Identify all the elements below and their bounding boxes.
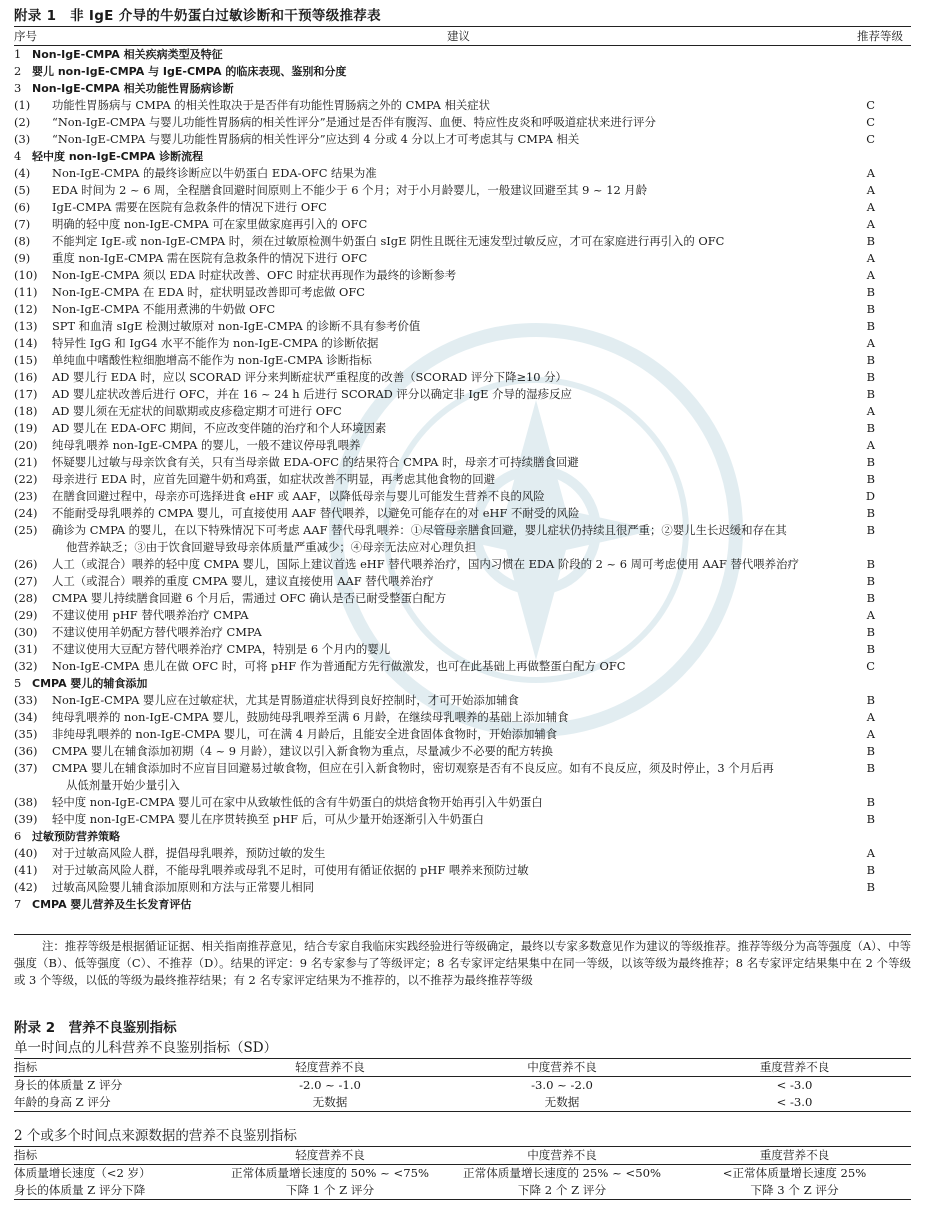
recommendation-text: Non-IgE-CMPA 不能用煮沸的牛奶做 OFC (52, 302, 276, 316)
recommendation-line: CMPA 婴儿在辅食添加时不应盲目回避易过敏食物，但应在引入新食物时，密切观察是否有不良反应。如有不良反应，须及时停止，3 个月后再 (52, 761, 774, 775)
row-number: (24) (14, 506, 38, 520)
table-row (14, 556, 911, 573)
row-number: 7 (14, 897, 22, 911)
recommendation-text: 非纯母乳喂养的 non-IgE-CMPA 婴儿，可在满 4 月龄后，且能安全进食固体食物时，开始添加辅食 (52, 727, 558, 741)
table-cell: 无数据 (312, 1095, 348, 1109)
recommendation-line-continued: 从低剂量开始少量引入 (66, 778, 180, 792)
recommendation-text: 对于过敏高风险人群，提倡母乳喂养，预防过敏的发生 (52, 846, 326, 860)
recommendation-text: 特异性 IgG 和 IgG4 水平不能作为 non-IgE-CMPA 的诊断依据 (52, 336, 379, 350)
table-row (14, 386, 911, 403)
table-bottom-rule (14, 934, 911, 935)
table-row (14, 471, 911, 488)
recommendation-table-body (14, 46, 911, 913)
table-row (14, 437, 911, 454)
grade-value: B (866, 642, 875, 656)
recommendation-text: 单纯血中嗜酸性粒细胞增高不能作为 non-IgE-CMPA 诊断指标 (52, 353, 372, 367)
recommendation-text: CMPA 婴儿持续膳食回避 6 个月后，需通过 OFC 确认是否已耐受整蛋白配方 (52, 591, 447, 605)
row-number: (10) (14, 268, 38, 282)
row-number: (38) (14, 795, 38, 809)
recommendation-text: 不能耐受母乳喂养的 CMPA 婴儿，可直接使用 AAF 替代喂养，以避免可能存在的对 eHF 不耐受的风险 (52, 506, 580, 520)
malnutrition-multi-table (14, 1146, 911, 1200)
recommendation-line-continued: 他营养缺乏；③由于饮食回避导致母亲体质量严重减少；④母亲无法应对心理负担 (66, 540, 477, 554)
row-number: (33) (14, 693, 38, 707)
recommendation-text: 重度 non-IgE-CMPA 需在医院有急救条件的情况下进行 OFC (52, 251, 368, 265)
row-number: (13) (14, 319, 38, 333)
recommendation-text: 纯母乳喂养的 non-IgE-CMPA 婴儿，鼓励纯母乳喂养至满 6 月龄，在继续母乳喂养的基础上添加辅食 (52, 710, 569, 724)
section-title: 轻中度 non-IgE-CMPA 诊断流程 (32, 150, 204, 163)
recommendation-text: 不建议使用羊奶配方替代喂养治疗 CMPA (52, 625, 262, 639)
table-cell: 正常体质量增长速度的 50% ~ <75% (231, 1166, 429, 1180)
table-row (14, 352, 911, 369)
table-row (14, 199, 911, 216)
row-number: (23) (14, 489, 38, 503)
grade-value: C (866, 659, 875, 673)
grade-value: B (866, 506, 875, 520)
section-heading-row (14, 675, 911, 692)
grade-value: C (866, 115, 875, 129)
row-number: (30) (14, 625, 38, 639)
recommendation-text: CMPA 婴儿在辅食添加初期（4 ~ 9 月龄），建议以引入新食物为重点，尽量减少不必要的配方转换 (52, 744, 553, 758)
recommendation-text: 对于过敏高风险人群，不能母乳喂养或母乳不足时，可使用有循证依据的 pHF 喂养来预防过敏 (52, 863, 529, 877)
table-row (14, 216, 911, 233)
table-row (14, 114, 911, 131)
row-number: (32) (14, 659, 38, 673)
recommendation-text: 母亲进行 EDA 时，应首先回避牛奶和鸡蛋，如症状改善不明显，再考虑其他食物的回避 (52, 472, 495, 486)
table-row (14, 454, 911, 471)
section-title: CMPA 婴儿的辅食添加 (32, 677, 148, 690)
grade-value: A (866, 710, 875, 724)
grade-value: A (866, 251, 875, 265)
grade-value: C (866, 132, 875, 146)
row-number: (5) (14, 183, 31, 197)
row-number: (28) (14, 591, 38, 605)
table-row (14, 624, 911, 641)
grade-value: B (866, 353, 875, 367)
section-title: CMPA 婴儿营养及生长发育评估 (32, 898, 192, 911)
row-number: (36) (14, 744, 38, 758)
table2-header: 中度营养不良 (446, 1147, 678, 1165)
table-cell: 无数据 (544, 1095, 580, 1109)
section-title: 婴儿 non-IgE-CMPA 与 IgE-CMPA 的临床表现、鉴别和分度 (32, 65, 347, 78)
grade-value: B (866, 591, 875, 605)
table-row (14, 845, 911, 862)
section-heading-row (14, 828, 911, 845)
table-row (14, 1165, 911, 1183)
recommendation-text: 不能判定 IgE-或 non-IgE-CMPA 时，须在过敏原检测牛奶蛋白 sIgE 阴性且既往无速发型过敏反应，才可在家庭进行再引入的 OFC (52, 234, 725, 248)
table-cell: < -3.0 (776, 1078, 813, 1092)
table2-header-row (14, 1147, 911, 1165)
row-number: (9) (14, 251, 31, 265)
grade-value: B (866, 744, 875, 758)
table-cell: 下降 2 个 Z 评分 (517, 1183, 607, 1197)
recommendation-text: Non-IgE-CMPA 婴儿应在过敏症状，尤其是胃肠道症状得到良好控制时，才可开始添加辅食 (52, 693, 519, 707)
recommendation-text: “Non-IgE-CMPA 与婴儿功能性胃肠病的相关性评分”是通过是否伴有腹泻、血便、特应性皮炎和呼吸道症状来进行评分 (52, 115, 656, 129)
recommendation-text: 功能性胃肠病与 CMPA 的相关性取决于是否伴有功能性胃肠病之外的 CMPA 相关症状 (52, 98, 491, 112)
table-row (14, 862, 911, 879)
row-number: (35) (14, 727, 38, 741)
table-row (14, 794, 911, 811)
recommendation-text (52, 522, 841, 556)
table-cell: 正常体质量增长速度的 25% ~ <50% (463, 1166, 661, 1180)
grade-value: B (866, 370, 875, 384)
row-number: (29) (14, 608, 38, 622)
row-number: (6) (14, 200, 31, 214)
grade-value: B (866, 863, 875, 877)
recommendation-text: AD 婴儿症状改善后进行 OFC，并在 16 ~ 24 h 后进行 SCORAD 评分以确定非 IgE 介导的湿疹反应 (52, 387, 572, 401)
row-number: (7) (14, 217, 31, 231)
table-cell: 下降 1 个 Z 评分 (285, 1183, 375, 1197)
grade-value: C (866, 98, 875, 112)
table-row (14, 488, 911, 505)
table-cell: -3.0 ~ -2.0 (531, 1078, 593, 1092)
row-number: 1 (14, 47, 22, 61)
table-row (14, 726, 911, 743)
row-number: (4) (14, 166, 31, 180)
row-number: (34) (14, 710, 38, 724)
table-cell: 身长的体质量 Z 评分下降 (14, 1183, 146, 1197)
grade-value: A (866, 608, 875, 622)
table-row (14, 233, 911, 250)
recommendation-text: Non-IgE-CMPA 须以 EDA 时症状改善、OFC 时症状再现作为最终的诊断参考 (52, 268, 457, 282)
table-cell: 身长的体质量 Z 评分 (14, 1078, 123, 1092)
table-row (14, 369, 911, 386)
recommendation-text: “Non-IgE-CMPA 与婴儿功能性胃肠病的相关性评分”应达到 4 分或 4 分以上才可考虑其与 CMPA 相关 (52, 132, 580, 146)
row-number: (1) (14, 98, 31, 112)
grade-value: B (866, 319, 875, 333)
row-number: (18) (14, 404, 38, 418)
row-number: 4 (14, 149, 22, 163)
grade-value: B (866, 285, 875, 299)
grade-value: A (866, 217, 875, 231)
table-row (14, 879, 911, 896)
section-heading-row (14, 80, 911, 97)
grade-value: A (866, 183, 875, 197)
recommendation-text: AD 婴儿在 EDA-OFC 期间，不应改变伴随的治疗和个人环境因素 (52, 421, 387, 435)
grade-value: B (866, 880, 875, 894)
grade-value: A (866, 404, 875, 418)
grade-value: A (866, 438, 875, 452)
recommendation-text: 轻中度 non-IgE-CMPA 婴儿可在家中从致敏性低的含有牛奶蛋白的烘焙食物开始再引入牛奶蛋白 (52, 795, 543, 809)
table-row (14, 505, 911, 522)
row-number: (25) (14, 523, 38, 537)
table-row (14, 250, 911, 267)
row-number: (19) (14, 421, 38, 435)
table-row (14, 760, 911, 794)
malnutrition-single-table (14, 1058, 911, 1112)
section-heading-row (14, 63, 911, 80)
recommendation-text: 不建议使用 pHF 替代喂养治疗 CMPA (52, 608, 249, 622)
recommendation-text: 人工（或混合）喂养的重度 CMPA 婴儿，建议直接使用 AAF 替代喂养治疗 (52, 574, 434, 588)
table-row (14, 811, 911, 828)
grade-value: A (866, 166, 875, 180)
row-number: 5 (14, 676, 22, 690)
row-number: (15) (14, 353, 38, 367)
grade-value: A (866, 336, 875, 350)
row-number: (17) (14, 387, 38, 401)
header-num: 序号 (14, 29, 37, 43)
table1-header: 轻度营养不良 (214, 1059, 446, 1077)
table-row (14, 607, 911, 624)
row-number: (14) (14, 336, 38, 350)
table-row (14, 284, 911, 301)
row-number: (27) (14, 574, 38, 588)
recommendation-text: Non-IgE-CMPA 的最终诊断应以牛奶蛋白 EDA-OFC 结果为准 (52, 166, 377, 180)
recommendation-text: AD 婴儿须在无症状的间歇期或皮疹稳定期才可进行 OFC (52, 404, 342, 418)
section-heading-row (14, 148, 911, 165)
recommendation-text: 纯母乳喂养 non-IgE-CMPA 的婴儿，一般不建议停母乳喂养 (52, 438, 361, 452)
section-title: 过敏预防营养策略 (32, 830, 120, 843)
grade-note: 注：推荐等级是根据循证证据、相关指南推荐意见，结合专家自我临床实践经验进行等级确定，最终以专家多数意见作为建议的等级推荐。推荐等级分为高等强度（A）、中等强度（B）、低等强度（C）、不推荐（D）。结果的评定：9 名专家参与了等级评定；8 名专家评定结果集中在同一等级，以该等级为最终推荐；8 名专家评定结果集中在 2 个等级或 3 个等级，以低的等级为最终推荐结果；有 2 名专家评定结果为不推荐的，以不推荐为最终推荐等级 (14, 939, 911, 987)
table-cell: -2.0 ~ -1.0 (299, 1078, 361, 1092)
table-row (14, 641, 911, 658)
table1-header: 指标 (14, 1059, 214, 1077)
table-row (14, 131, 911, 148)
section-heading-row (14, 46, 911, 63)
appendix2-title: 附录 2 营养不良鉴别指标 (14, 1020, 177, 1036)
table-row (14, 318, 911, 335)
table-row (14, 301, 911, 318)
recommendation-text: 不建议使用大豆配方替代喂养治疗 CMPA，特别是 6 个月内的婴儿 (52, 642, 391, 656)
recommendation-text: Non-IgE-CMPA 在 EDA 时，症状明显改善即可考虑做 OFC (52, 285, 365, 299)
grade-value: A (866, 200, 875, 214)
table-row (14, 97, 911, 114)
table-cell: 年龄的身高 Z 评分 (14, 1095, 111, 1109)
grade-value: B (866, 557, 875, 571)
row-number: (39) (14, 812, 38, 826)
grade-value: B (866, 472, 875, 486)
table-row (14, 1094, 911, 1112)
row-number: (3) (14, 132, 31, 146)
row-number: (31) (14, 642, 38, 656)
grade-value: B (866, 421, 875, 435)
grade-value: B (866, 234, 875, 248)
section-title: Non-IgE-CMPA 相关疾病类型及特征 (32, 48, 223, 61)
row-number: (2) (14, 115, 31, 129)
table2-header: 轻度营养不良 (214, 1147, 446, 1165)
table-cell: <正常体质量增长速度 25% (722, 1166, 867, 1180)
table-row (14, 1182, 911, 1200)
table1-header-row (14, 1059, 911, 1077)
table-row (14, 573, 911, 590)
table-header (14, 26, 911, 46)
section-title: Non-IgE-CMPA 相关功能性胃肠病诊断 (32, 82, 234, 95)
appendix1-title: 附录 1 非 IgE 介导的牛奶蛋白过敏诊断和干预等级推荐表 (14, 8, 381, 24)
grade-value: B (866, 761, 875, 775)
recommendation-text: 在膳食回避过程中，母亲亦可选择进食 eHF 或 AAF，以降低母亲与婴儿可能发生营养不良的风险 (52, 489, 545, 503)
row-number: (11) (14, 285, 38, 299)
recommendation-text: 怀疑婴儿过敏与母亲饮食有关，只有当母亲做 EDA-OFC 的结果符合 CMPA 时，母亲才可持续膳食回避 (52, 455, 579, 469)
recommendation-text: Non-IgE-CMPA 患儿在做 OFC 时，可将 pHF 作为普通配方先行做激发，也可在此基础上再做整蛋白配方 OFC (52, 659, 626, 673)
table-row (14, 522, 911, 556)
grade-value: B (866, 574, 875, 588)
table-row (14, 182, 911, 199)
table-row (14, 403, 911, 420)
table1-caption: 单一时间点的儿科营养不良鉴别指标（SD） (14, 1040, 278, 1056)
table-row (14, 709, 911, 726)
section-heading-row (14, 896, 911, 913)
table-cell: 体质量增长速度（<2 岁） (14, 1166, 151, 1180)
recommendation-text: 轻中度 non-IgE-CMPA 婴儿在序贯转换至 pHF 后，可从少量开始逐渐引入牛奶蛋白 (52, 812, 484, 826)
table-row (14, 658, 911, 675)
row-number: (20) (14, 438, 38, 452)
table-row (14, 335, 911, 352)
row-number: (16) (14, 370, 38, 384)
row-number: 6 (14, 829, 22, 843)
grade-value: B (866, 625, 875, 639)
table-row (14, 165, 911, 182)
table-cell: < -3.0 (776, 1095, 813, 1109)
grade-value: B (866, 455, 875, 469)
table-row (14, 1077, 911, 1095)
grade-value: B (866, 302, 875, 316)
row-number: (41) (14, 863, 38, 877)
header-grade: 推荐等级 (857, 29, 903, 43)
grade-value: B (866, 387, 875, 401)
recommendation-text (52, 760, 841, 794)
row-number: (40) (14, 846, 38, 860)
table-row (14, 420, 911, 437)
grade-value: A (866, 268, 875, 282)
recommendation-text: 明确的轻中度 non-IgE-CMPA 可在家里做家庭再引入的 OFC (52, 217, 368, 231)
recommendation-text: SPT 和血清 sIgE 检测过敏原对 non-IgE-CMPA 的诊断不具有参考价值 (52, 319, 421, 333)
grade-value: B (866, 693, 875, 707)
grade-value: B (866, 795, 875, 809)
row-number: (22) (14, 472, 38, 486)
table2-header: 指标 (14, 1147, 214, 1165)
grade-value: D (865, 489, 875, 503)
row-number: (21) (14, 455, 38, 469)
recommendation-text: AD 婴儿行 EDA 时，应以 SCORAD 评分来判断症状严重程度的改善（SCORAD 评分下降≥10 分） (52, 370, 567, 384)
grade-value: B (866, 523, 875, 537)
recommendation-text: IgE-CMPA 需要在医院有急救条件的情况下进行 OFC (52, 200, 327, 214)
table-row (14, 743, 911, 760)
table-cell: 下降 3 个 Z 评分 (750, 1183, 839, 1197)
table1-header: 中度营养不良 (446, 1059, 678, 1077)
row-number: (37) (14, 761, 38, 775)
row-number: 3 (14, 81, 22, 95)
table1-header: 重度营养不良 (678, 1059, 911, 1077)
header-advice: 建议 (447, 29, 470, 43)
table-row (14, 590, 911, 607)
recommendation-text: 过敏高风险婴儿辅食添加原则和方法与正常婴儿相同 (52, 880, 314, 894)
grade-value: A (866, 727, 875, 741)
table-row (14, 692, 911, 709)
recommendation-text: 人工（或混合）喂养的轻中度 CMPA 婴儿，国际上建议首选 eHF 替代喂养治疗，国内习惯在 EDA 阶段的 2 ~ 6 周可考虑使用 AAF 替代喂养治疗 (52, 557, 799, 571)
row-number: (42) (14, 880, 38, 894)
grade-value: B (866, 812, 875, 826)
recommendation-text: EDA 时间为 2 ~ 6 周，全程膳食回避时间原则上不能少于 6 个月；对于小月龄婴儿，一般建议回避至其 9 ~ 12 月龄 (52, 183, 648, 197)
table2-caption: 2 个或多个时间点来源数据的营养不良鉴别指标 (14, 1128, 297, 1144)
table2-header: 重度营养不良 (678, 1147, 911, 1165)
recommendation-line: 确诊为 CMPA 的婴儿，在以下特殊情况下可考虑 AAF 替代母乳喂养：①尽管母亲膳食回避，婴儿症状仍持续且很严重；②婴儿生长迟缓和存在其 (52, 523, 787, 537)
row-number: 2 (14, 64, 22, 78)
row-number: (8) (14, 234, 31, 248)
table-row (14, 267, 911, 284)
row-number: (12) (14, 302, 38, 316)
grade-value: A (866, 846, 875, 860)
row-number: (26) (14, 557, 38, 571)
